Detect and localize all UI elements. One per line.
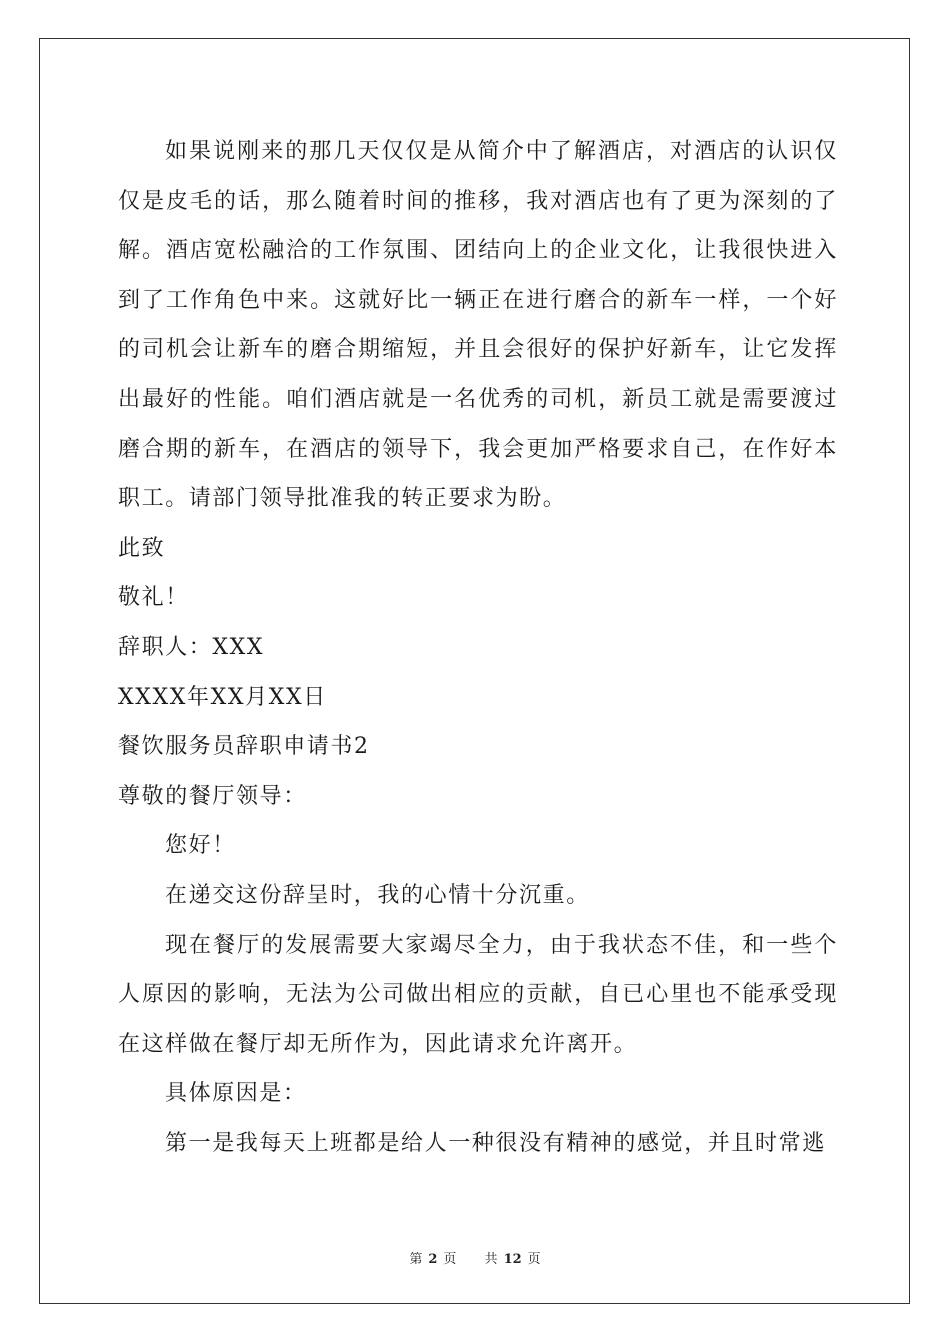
- paragraph: 现在餐厅的发展需要大家竭尽全力，由于我状态不佳，和一些个人原因的影响，无法为公司做出相应的贡献，自已心里也不能承受现在这样做在餐厅却无所作为，因此请求允许离开。: [118, 932, 838, 1057]
- document-body: [118, 127, 838, 1168]
- paragraph: 如果说刚来的那几天仅仅是从简介中了解酒店，对酒店的认识仅仅是皮毛的话，那么随着时间的推移，我对酒店也有了更为深刻的了解。酒店宽松融洽的工作氛围、团结向上的企业文化，让我很快进入到了工作角色中来。这就好比一辆正在进行磨合的新车一样，一个好的司机会让新车的磨合期缩短，并且会很好的保护好新车，让它发挥出最好的性能。咱们酒店就是一名优秀的司机，新员工就是需要渡过磨合期的新车，在酒店的领导下，我会更加严格要求自己，在作好本职工。请部门领导批准我的转正要求为盼。: [118, 139, 838, 512]
- page-indicator: [403, 1252, 462, 1267]
- total-suffix: 页: [527, 1252, 541, 1267]
- letter-greeting: 尊敬的餐厅领导：: [118, 783, 307, 809]
- total-indicator: [479, 1252, 547, 1267]
- paragraph: 具体原因是：: [165, 1081, 307, 1107]
- closing-salutation: 此致: [118, 535, 166, 561]
- page-prefix: 第: [409, 1252, 423, 1267]
- page-footer: [0, 1248, 950, 1267]
- page-suffix: 页: [443, 1252, 457, 1267]
- signature-date: XXXX年XX月XX日: [118, 684, 327, 710]
- total-pages: 12: [503, 1252, 522, 1267]
- page-number: 2: [428, 1252, 438, 1267]
- signature-name: 辞职人：XXX: [118, 634, 265, 660]
- paragraph: 在递交这份辞呈时，我的心情十分沉重。: [165, 882, 590, 908]
- section-title: 餐饮服务员辞职申请书2: [118, 734, 370, 760]
- paragraph: 第一是我每天上班都是给人一种很没有精神的感觉，并且时常逃: [165, 1130, 826, 1156]
- total-prefix: 共: [484, 1252, 498, 1267]
- letter-hello: 您好！: [165, 833, 236, 859]
- closing-regards: 敬礼！: [118, 585, 189, 611]
